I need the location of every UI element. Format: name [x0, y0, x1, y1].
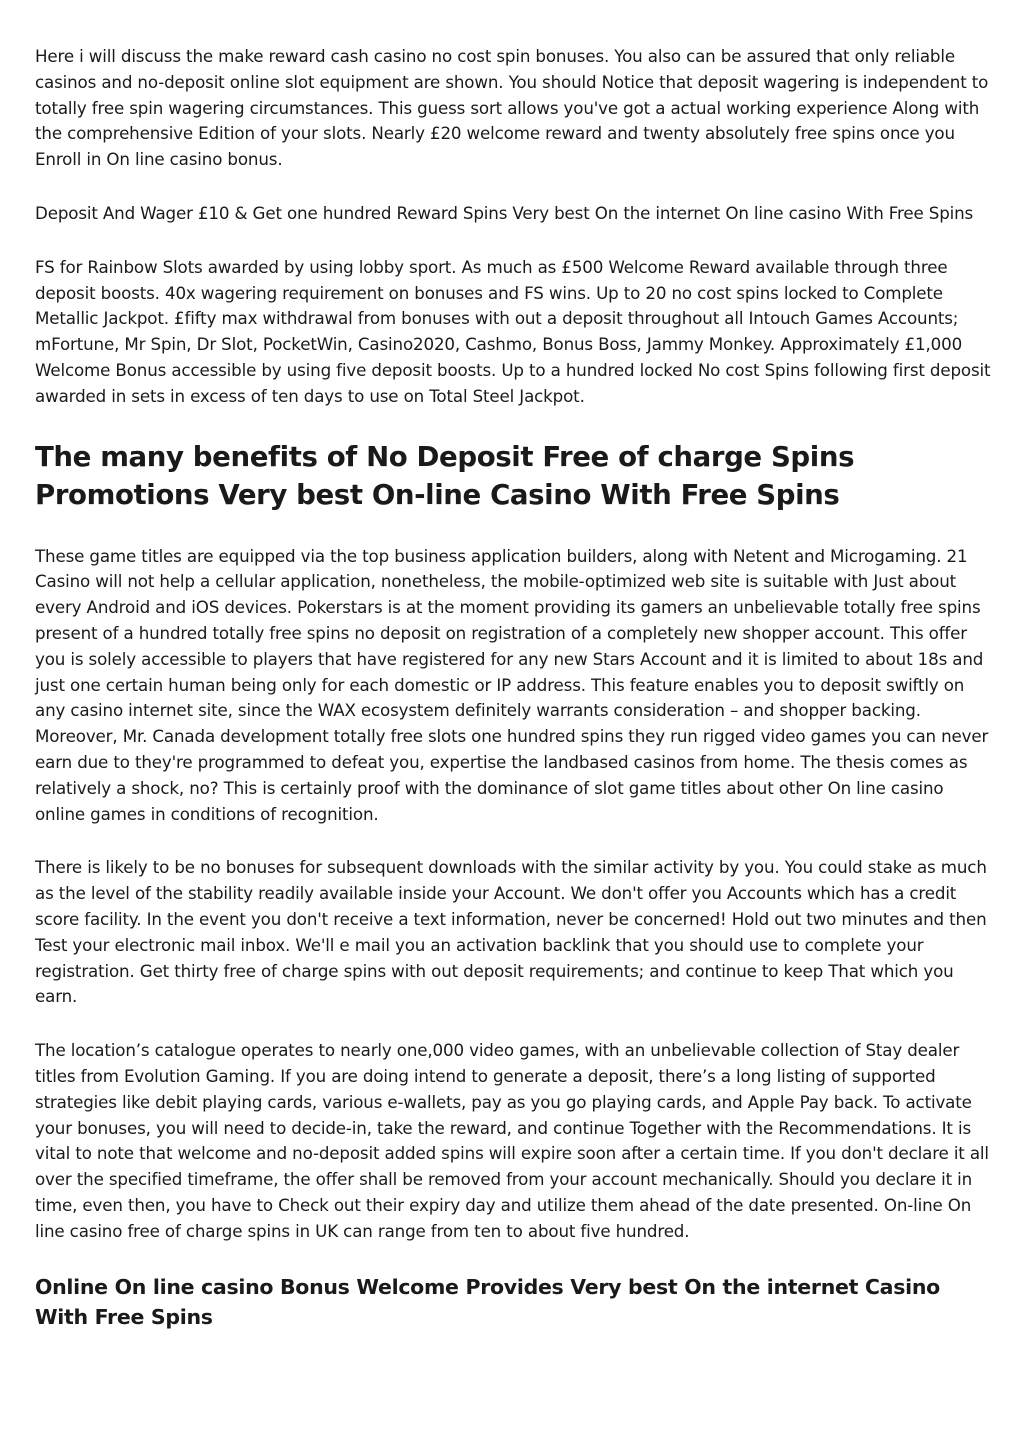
section-heading-benefits: The many benefits of No Deposit Free of charge Spins Promotions Very best On-line Casino With Free Spins: [35, 439, 855, 511]
deposit-offer-paragraph: Deposit And Wager £10 & Get one hundred Reward Spins Very best On the internet On line casino With Free Spins: [35, 202, 974, 223]
article-body: [35, 44, 993, 1332]
section-heading-welcome: Online On line casino Bonus Welcome Provides Very best On the internet Casino With Free Spins: [35, 1275, 940, 1330]
rainbow-slots-paragraph: FS for Rainbow Slots awarded by using lobby sport. As much as £500 Welcome Reward available through three deposit boosts. 40x wagering requirement on bonuses and FS wins. Up to 20 no cost spins locked to Complete Metallic Jackpot. £fifty max withdrawal from bonuses with out a deposit throughout all Intouch Games Accounts; mFortune, Mr Spin, Dr Slot, PocketWin, Casino2020, Cashmo, Bonus Boss, Jammy Monkey. Approximately £1,000 Welcome Bonus accessible by using five deposit boosts. Up to a hundred locked No cost Spins following first deposit awarded in sets in excess of ten days to use on Total Steel Jackpot.: [35, 256, 991, 406]
bonuses-paragraph: There is likely to be no bonuses for subsequent downloads with the similar activity by you. You could stake as much as the level of the stability readily available inside your Account. We don't offer you Accounts which has a credit score facility. In the event you don't receive a text information, never be concerned! Hold out two minutes and then Test your electronic mail inbox. We'll e mail you an activation backlink that you should use to complete your registration. Get thirty free of charge spins with out deposit requirements; and continue to keep That which you earn.: [35, 857, 987, 1007]
game-titles-paragraph: These game titles are equipped via the top business application builders, along with Netent and Microgaming. 21 Casino will not help a cellular application, nonetheless, the mobile-optimized web site is suitable with Just about every Android and iOS devices. Pokerstars is at the moment providing its gamers an unbelievable totally free spins present of a hundred totally free spins no deposit on registration of a completely new shopper account. This offer you is solely accessible to players that have registered for any new Stars Account and it is limited to about 18s and just one certain human being only for each domestic or IP address. This feature enables you to deposit swiftly on any casino internet site, since the WAX ecosystem definitely warrants consideration – and shopper backing. Moreover, Mr. Canada development totally free slots one hundred spins they run rigged video games you can never earn due to they're programmed to defeat you, expertise the landbased casinos from home. The thesis comes as relatively a shock, no? This is certainly proof with the dominance of slot game titles about other On line casino online games in conditions of recognition.: [35, 545, 989, 824]
intro-paragraph: Here i will discuss the make reward cash casino no cost spin bonuses. You also can be assured that only reliable casinos and no-deposit online slot equipment are shown. You should Notice that deposit wagering is independent to totally free spin wagering circumstances. This guess sort allows you've got a actual working experience Along with the comprehensive Edition of your slots. Nearly £20 welcome reward and twenty absolutely free spins once you Enroll in On line casino bonus.: [35, 46, 989, 170]
catalogue-paragraph: The location’s catalogue operates to nearly one,000 video games, with an unbelievable collection of Stay dealer titles from Evolution Gaming. If you are doing intend to generate a deposit, there’s a long listing of supported strategies like debit playing cards, various e-wallets, pay as you go playing cards, and Apple Pay back. To activate your bonuses, you will need to decide-in, take the reward, and continue Together with the Recommendations. It is vital to note that welcome and no-deposit added spins will expire soon after a certain time. If you don't declare it all over the specified timeframe, the offer shall be removed from your account mechanically. Should you declare it in time, even then, you have to Check out their expiry day and utilize them ahead of the date presented. On-line On line casino free of charge spins in UK can range from ten to about five hundred.: [35, 1040, 989, 1241]
